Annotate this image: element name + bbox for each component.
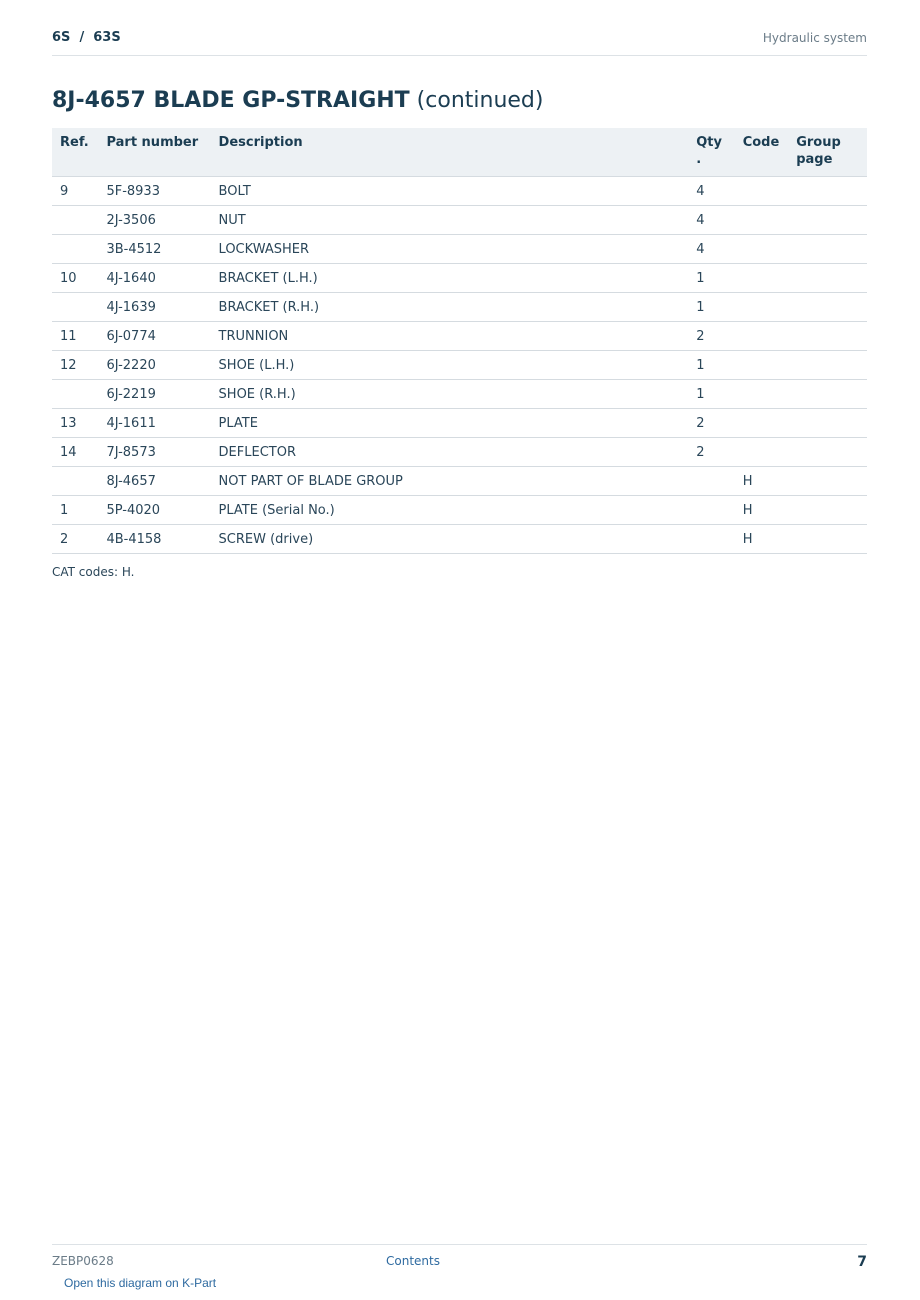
model-label: 6S / 63S (52, 30, 121, 45)
table-row (52, 293, 867, 322)
cell-description: LOCKWASHER (211, 235, 689, 264)
cell-qty (688, 496, 734, 525)
table-row (52, 177, 867, 206)
cell-description: BRACKET (L.H.) (211, 264, 689, 293)
cell-ref: 2 (52, 525, 98, 554)
table-row (52, 206, 867, 235)
title-suffix: (continued) (409, 88, 544, 113)
cell-group-page (788, 380, 867, 409)
cell-qty: 1 (688, 264, 734, 293)
page-number: 7 (857, 1254, 867, 1270)
cell-part-number: 6J-0774 (98, 322, 210, 351)
cell-ref: 11 (52, 322, 98, 351)
table-header-row (52, 128, 867, 177)
header-part-number: Part number (98, 128, 210, 177)
cell-qty: 4 (688, 206, 734, 235)
cell-part-number: 4J-1639 (98, 293, 210, 322)
header-description: Description (211, 128, 689, 177)
cell-code (735, 438, 789, 467)
table-row (52, 235, 867, 264)
cell-ref (52, 467, 98, 496)
cell-qty: 1 (688, 351, 734, 380)
cell-part-number: 4J-1611 (98, 409, 210, 438)
table-row (52, 496, 867, 525)
cell-qty: 2 (688, 409, 734, 438)
cell-qty: 4 (688, 235, 734, 264)
cell-group-page (788, 293, 867, 322)
cell-ref: 1 (52, 496, 98, 525)
cell-group-page (788, 177, 867, 206)
cell-group-page (788, 438, 867, 467)
cell-group-page (788, 409, 867, 438)
header-group-page: Group page (788, 128, 867, 177)
cell-code (735, 235, 789, 264)
cell-code (735, 380, 789, 409)
table-body (52, 177, 867, 554)
cell-ref: 9 (52, 177, 98, 206)
header-qty: Qty . (688, 128, 734, 177)
document-code: ZEBP0628 (52, 1254, 114, 1268)
cell-group-page (788, 235, 867, 264)
table-row (52, 264, 867, 293)
parts-table (52, 128, 867, 554)
cell-code (735, 409, 789, 438)
cell-part-number: 4J-1640 (98, 264, 210, 293)
cell-code (735, 322, 789, 351)
cell-qty: 4 (688, 177, 734, 206)
cell-ref (52, 206, 98, 235)
cell-group-page (788, 351, 867, 380)
cell-ref (52, 293, 98, 322)
header-ref: Ref. (52, 128, 98, 177)
cell-qty: 2 (688, 438, 734, 467)
contents-link[interactable]: Contents (386, 1254, 440, 1268)
cell-code (735, 177, 789, 206)
cell-qty: 1 (688, 380, 734, 409)
table-row (52, 438, 867, 467)
cell-code: H (735, 496, 789, 525)
cell-ref: 14 (52, 438, 98, 467)
cell-ref (52, 380, 98, 409)
cell-description: SHOE (L.H.) (211, 351, 689, 380)
page-header (52, 28, 867, 56)
cell-part-number: 2J-3506 (98, 206, 210, 235)
cell-part-number: 5F-8933 (98, 177, 210, 206)
cell-group-page (788, 322, 867, 351)
cell-ref: 12 (52, 351, 98, 380)
cell-code (735, 206, 789, 235)
cell-part-number: 8J-4657 (98, 467, 210, 496)
cell-group-page (788, 496, 867, 525)
header-code: Code (735, 128, 789, 177)
cell-description: SHOE (R.H.) (211, 380, 689, 409)
cell-description: BOLT (211, 177, 689, 206)
cell-code (735, 351, 789, 380)
cell-description: DEFLECTOR (211, 438, 689, 467)
cell-description: TRUNNION (211, 322, 689, 351)
table-row (52, 525, 867, 554)
cell-description: BRACKET (R.H.) (211, 293, 689, 322)
cell-description: NOT PART OF BLADE GROUP (211, 467, 689, 496)
section-label: Hydraulic system (762, 31, 867, 45)
cell-description: PLATE (Serial No.) (211, 496, 689, 525)
cell-code (735, 264, 789, 293)
cell-qty (688, 525, 734, 554)
cell-ref (52, 235, 98, 264)
cell-description: SCREW (drive) (211, 525, 689, 554)
cell-ref: 10 (52, 264, 98, 293)
cell-part-number: 7J-8573 (98, 438, 210, 467)
cell-part-number: 6J-2219 (98, 380, 210, 409)
page-title (52, 88, 543, 113)
cell-description: NUT (211, 206, 689, 235)
title-main: 8J-4657 BLADE GP-STRAIGHT (52, 88, 410, 113)
cell-part-number: 5P-4020 (98, 496, 210, 525)
cat-codes-note: CAT codes: H. (52, 565, 135, 579)
table-row (52, 380, 867, 409)
cell-qty (688, 467, 734, 496)
table-row (52, 351, 867, 380)
cell-group-page (788, 525, 867, 554)
table-row (52, 409, 867, 438)
page-footer (52, 1244, 867, 1275)
cell-part-number: 6J-2220 (98, 351, 210, 380)
cell-group-page (788, 467, 867, 496)
cell-ref: 13 (52, 409, 98, 438)
cell-group-page (788, 206, 867, 235)
cell-code: H (735, 525, 789, 554)
cell-code: H (735, 467, 789, 496)
cell-code (735, 293, 789, 322)
cell-qty: 2 (688, 322, 734, 351)
cell-description: PLATE (211, 409, 689, 438)
cell-qty: 1 (688, 293, 734, 322)
table-row (52, 322, 867, 351)
cell-group-page (788, 264, 867, 293)
table-row (52, 467, 867, 496)
cell-part-number: 3B-4512 (98, 235, 210, 264)
kpart-link[interactable]: Open this diagram on K-Part (64, 1276, 217, 1290)
cell-part-number: 4B-4158 (98, 525, 210, 554)
